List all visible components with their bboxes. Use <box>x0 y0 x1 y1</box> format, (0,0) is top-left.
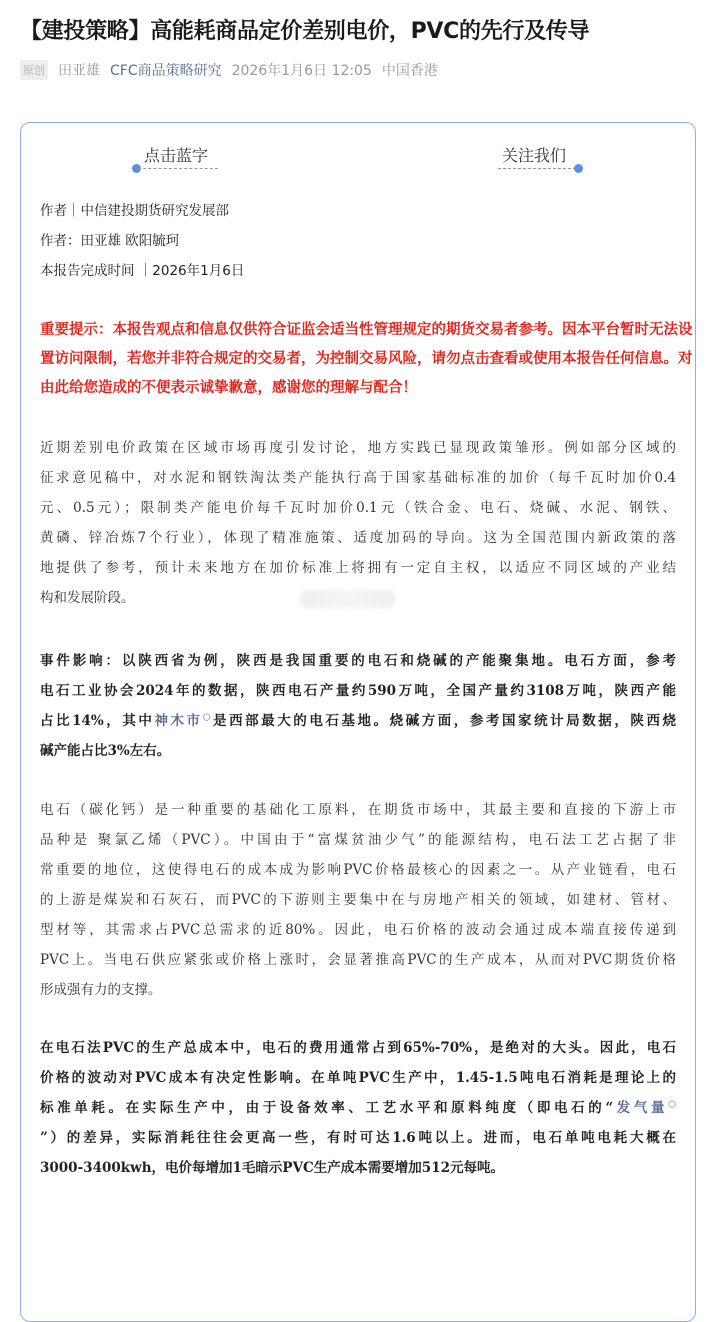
search-link-shenmu[interactable]: 神木市 <box>154 713 203 729</box>
text-line: 征求意见稿中，对水泥和钢铁淘汰类产能执行高于国家基础标准的加价（每千瓦时加价0.4 <box>40 470 676 486</box>
text-line: 电石（碳化钙）是一种重要的基础化工原料，在期货市场中，其最主要和直接的下游上市 <box>40 802 676 818</box>
text-line: 在电石法PVC的生产总成本中，电石的费用通常占到65%-70%，是绝对的大头。因此，电石 <box>40 1040 676 1056</box>
text-segment: 标准单耗。在实际生产中，由于设备效率、工艺水平和原料纯度（即电石的“ <box>40 1100 614 1116</box>
banner-divider <box>138 168 218 169</box>
risk-notice <box>40 318 693 405</box>
banner-left-text: 点击蓝字 <box>144 146 209 165</box>
text-line: 的上游是煤炭和石灰石，而PVC的下游则主要集中在与房地产相关的领域，如建材、管材、 <box>40 892 676 908</box>
info-line: 本报告完成时间 ｜2026年1月6日 <box>40 263 245 279</box>
paragraph-1 <box>40 436 676 616</box>
notice-line: 由此给您造成的不便表示诚挚歉意，感谢您的理解与配合！ <box>40 380 417 396</box>
search-link-gas-yield[interactable]: 发气量 <box>613 1100 669 1116</box>
article-meta <box>20 60 438 80</box>
author-name[interactable]: 田亚雄 <box>58 63 100 79</box>
text-line: 近期差别电价政策在区域市场再度引发讨论，地方实践已显现政策雏形。例如部分区域的 <box>40 440 676 456</box>
text-line: 碱产能占比3%左右。 <box>40 743 171 759</box>
text-segment: 是西部最大的电石基地。烧碱方面，参考国家统计局数据，陕西烧 <box>213 713 676 729</box>
publish-time: 2026年1月6日 12:05 <box>231 63 372 79</box>
banner-divider <box>498 168 576 169</box>
text-line: 电石工业协会2024年的数据，陕西电石产量约590万吨，全国产量约3108万吨，陕西产能 <box>40 683 676 699</box>
text-line: 元、0.5元）；限制类产能电价每千瓦时加价0.1元（铁合金、电石、烧碱、水泥、钢铁、 <box>40 500 676 516</box>
text-line: 事件影响：以陕西省为例，陕西是我国重要的电石和烧碱的产能聚集地。电石方面，参考 <box>40 653 676 669</box>
banner-right-text: 关注我们 <box>502 146 567 165</box>
paragraph-3 <box>40 798 676 1008</box>
banner-dot-icon <box>574 164 583 173</box>
text-line: 品种是 聚氯乙烯（PVC）。中国由于“富煤贫油少气”的能源结构，电石法工艺占据了非 <box>40 832 676 848</box>
text-line: 价格的波动对PVC成本有决定性影响。在单吨PVC生产中，1.45-1.5吨电石消耗是理论上的 <box>40 1070 676 1086</box>
paragraph-4 <box>40 1036 676 1186</box>
info-line: 作者｜中信建投期货研究发展部 <box>40 203 229 219</box>
text-line: 型材等，其需求占PVC总需求的近80%。因此，电石价格的波动会通过成本端直接传递到 <box>40 922 676 938</box>
text-line: 黄磷、锌冶炼7个行业），体现了精准施策、适度加码的导向。这为全国范围内新政策的落 <box>40 530 676 546</box>
blurred-image-placeholder <box>300 590 395 608</box>
publish-location: 中国香港 <box>381 63 438 79</box>
text-line: 常重要的地位，这使得电石的成本成为影响PVC价格最核心的因素之一。从产业链看，电石 <box>40 862 676 878</box>
text-line: PVC上。当电石供应紧张或价格上涨时，会显著推高PVC的生产成本，从而对PVC期货价格 <box>40 952 676 968</box>
paragraph-2 <box>40 649 676 769</box>
text-line: 地提供了参考，预计未来地方在加价标准上将拥有一定自主权，以适应不同区域的产业结 <box>40 560 676 576</box>
text-line: ”）的差异，实际消耗往往会更高一些，有时可达1.6吨以上。进而，电石单吨电耗大概在 <box>40 1130 676 1146</box>
text-line: 形成强有力的支撑。 <box>40 982 162 998</box>
search-icon[interactable]: ○ <box>202 712 214 723</box>
search-icon[interactable]: ○ <box>668 1099 677 1110</box>
notice-line: 重要提示：本报告观点和信息仅供符合证监会适当性管理规定的期货交易者参考。因本平台暂时无法设 <box>40 322 693 338</box>
text-segment: 占比14%，其中 <box>40 713 155 729</box>
text-line: 构和发展阶段。 <box>40 590 135 606</box>
account-link[interactable]: CFC商品策略研究 <box>110 63 222 79</box>
info-line: 作者：田亚雄 欧阳毓珂 <box>40 233 180 249</box>
text-line: 3000-3400kwh，电价每增加1毛暗示PVC生产成本需要增加512元每吨。 <box>40 1160 504 1176</box>
text-line <box>40 1096 676 1126</box>
notice-line: 置访问限制，若您并非符合规定的交易者，为控制交易风险，请勿点击查看或使用本报告任何信息。对 <box>40 351 693 367</box>
text-line <box>40 709 676 739</box>
original-badge: 原创 <box>20 60 48 80</box>
article-title: 【建投策略】高能耗商品定价差别电价，PVC的先行及传导 <box>20 19 590 44</box>
